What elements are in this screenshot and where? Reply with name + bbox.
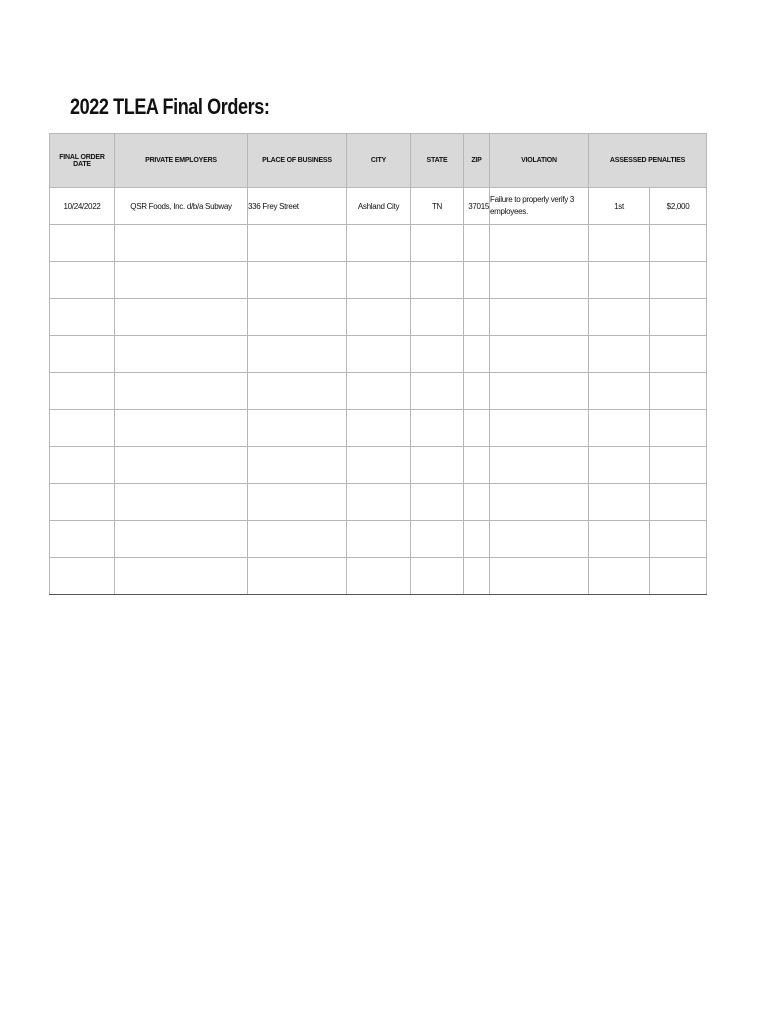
- empty-cell: [248, 410, 347, 447]
- empty-cell: [248, 225, 347, 262]
- empty-table-row: [50, 410, 707, 447]
- empty-cell: [589, 336, 650, 373]
- header-zip: ZIP: [464, 134, 490, 188]
- empty-cell: [411, 447, 464, 484]
- empty-cell: [50, 484, 115, 521]
- empty-cell: [589, 447, 650, 484]
- empty-cell: [589, 225, 650, 262]
- table-row: [50, 188, 707, 225]
- header-private-employers: PRIVATE EMPLOYERS: [115, 134, 248, 188]
- empty-table-row: [50, 336, 707, 373]
- empty-cell: [50, 558, 115, 595]
- empty-cell: [650, 484, 707, 521]
- empty-cell: [490, 373, 589, 410]
- empty-table-row: [50, 299, 707, 336]
- empty-cell: [589, 410, 650, 447]
- empty-cell: [490, 299, 589, 336]
- empty-cell: [115, 410, 248, 447]
- empty-cell: [490, 336, 589, 373]
- empty-cell: [464, 373, 490, 410]
- empty-cell: [115, 484, 248, 521]
- empty-cell: [650, 262, 707, 299]
- empty-cell: [464, 484, 490, 521]
- empty-cell: [50, 447, 115, 484]
- empty-cell: [50, 299, 115, 336]
- empty-cell: [589, 373, 650, 410]
- empty-cell: [248, 484, 347, 521]
- empty-table-row: [50, 447, 707, 484]
- empty-cell: [248, 299, 347, 336]
- empty-cell: [50, 262, 115, 299]
- cell-city: Ashland City: [347, 188, 411, 225]
- final-orders-table: [49, 133, 707, 595]
- header-assessed-penalties: ASSESSED PENALTIES: [589, 134, 707, 188]
- empty-table-row: [50, 262, 707, 299]
- header-place-of-business: PLACE OF BUSINESS: [248, 134, 347, 188]
- empty-cell: [589, 299, 650, 336]
- empty-cell: [650, 410, 707, 447]
- empty-cell: [115, 299, 248, 336]
- empty-cell: [248, 336, 347, 373]
- empty-cell: [490, 262, 589, 299]
- empty-cell: [347, 521, 411, 558]
- empty-cell: [490, 447, 589, 484]
- empty-cell: [411, 484, 464, 521]
- empty-cell: [650, 373, 707, 410]
- empty-cell: [411, 336, 464, 373]
- empty-cell: [50, 410, 115, 447]
- empty-cell: [347, 558, 411, 595]
- empty-cell: [490, 225, 589, 262]
- empty-cell: [464, 558, 490, 595]
- empty-cell: [248, 262, 347, 299]
- cell-violation: Failure to properly verify 3 employees.: [490, 188, 589, 225]
- empty-table-row: [50, 558, 707, 595]
- empty-cell: [411, 262, 464, 299]
- empty-cell: [464, 299, 490, 336]
- cell-private-employer: QSR Foods, Inc. d/b/a Subway: [115, 188, 248, 225]
- empty-cell: [490, 558, 589, 595]
- empty-table-row: [50, 373, 707, 410]
- empty-cell: [347, 299, 411, 336]
- empty-cell: [650, 447, 707, 484]
- header-row: [50, 134, 707, 188]
- empty-cell: [411, 521, 464, 558]
- empty-cell: [248, 558, 347, 595]
- empty-table-row: [50, 225, 707, 262]
- empty-cell: [589, 484, 650, 521]
- empty-cell: [411, 373, 464, 410]
- empty-cell: [347, 225, 411, 262]
- empty-cell: [115, 373, 248, 410]
- empty-cell: [411, 410, 464, 447]
- page-title: 2022 TLEA Final Orders:: [70, 94, 270, 119]
- empty-cell: [490, 521, 589, 558]
- empty-cell: [50, 373, 115, 410]
- empty-cell: [650, 558, 707, 595]
- empty-cell: [115, 262, 248, 299]
- empty-cell: [650, 299, 707, 336]
- empty-cell: [347, 336, 411, 373]
- empty-table-row: [50, 484, 707, 521]
- empty-cell: [411, 299, 464, 336]
- empty-cell: [650, 225, 707, 262]
- header-city: CITY: [347, 134, 411, 188]
- empty-cell: [50, 336, 115, 373]
- cell-state: TN: [411, 188, 464, 225]
- cell-place-of-business: 336 Frey Street: [248, 188, 347, 225]
- empty-cell: [589, 558, 650, 595]
- empty-table-row: [50, 521, 707, 558]
- empty-cell: [50, 225, 115, 262]
- empty-cell: [411, 225, 464, 262]
- empty-cell: [464, 521, 490, 558]
- header-violation: VIOLATION: [490, 134, 589, 188]
- empty-cell: [464, 336, 490, 373]
- empty-cell: [347, 262, 411, 299]
- empty-cell: [650, 521, 707, 558]
- empty-cell: [347, 484, 411, 521]
- header-final-order-date: FINAL ORDER DATE: [50, 134, 115, 188]
- empty-cell: [589, 521, 650, 558]
- empty-cell: [115, 558, 248, 595]
- empty-cell: [248, 447, 347, 484]
- empty-cell: [50, 521, 115, 558]
- empty-cell: [115, 225, 248, 262]
- cell-offense: 1st: [589, 188, 650, 225]
- empty-cell: [248, 373, 347, 410]
- empty-cell: [464, 410, 490, 447]
- empty-cell: [115, 336, 248, 373]
- cell-final-order-date: 10/24/2022: [50, 188, 115, 225]
- empty-cell: [347, 373, 411, 410]
- empty-cell: [650, 336, 707, 373]
- empty-cell: [464, 447, 490, 484]
- empty-cell: [464, 262, 490, 299]
- empty-cell: [347, 410, 411, 447]
- empty-cell: [115, 521, 248, 558]
- empty-cell: [589, 262, 650, 299]
- cell-zip: 37015: [464, 188, 490, 225]
- empty-cell: [464, 225, 490, 262]
- empty-cell: [490, 410, 589, 447]
- empty-cell: [411, 558, 464, 595]
- empty-cell: [248, 521, 347, 558]
- header-state: STATE: [411, 134, 464, 188]
- empty-cell: [115, 447, 248, 484]
- cell-penalty-amount: $2,000: [650, 188, 707, 225]
- empty-cell: [490, 484, 589, 521]
- empty-cell: [347, 447, 411, 484]
